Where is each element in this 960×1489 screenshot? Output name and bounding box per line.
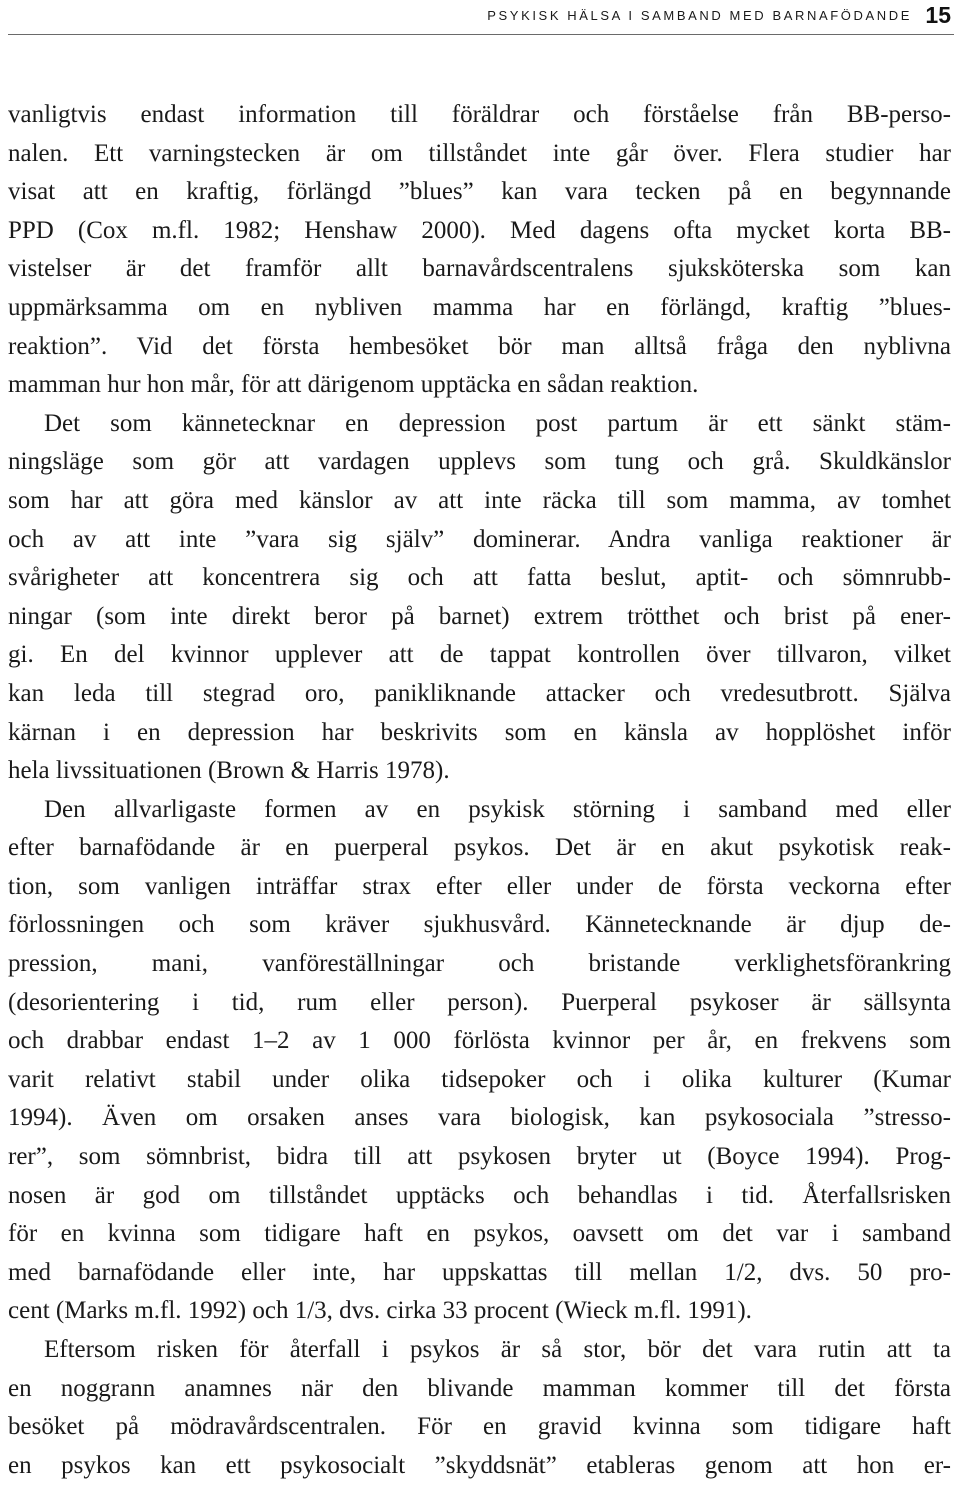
text-line: uppmärksamma om en nybliven mamma har en förlängd, kraftig ”blues- <box>8 293 951 321</box>
text-line: kan leda till stegrad oro, panikliknande attacker och vredesutbrott. Själva <box>8 679 951 707</box>
text-line: och av att inte ”vara sig själv” dominerar. Andra vanliga reaktioner är <box>8 525 951 553</box>
paragraph <box>8 96 951 405</box>
paragraph <box>8 791 951 1331</box>
text-line: visat att en kraftig, förlängd ”blues” kan vara tecken på en begynnande <box>8 178 951 206</box>
text-line: gi. En del kvinnor upplever att de tappat kontrollen över tillvaron, vilket <box>8 641 951 669</box>
text-line: varit relativt stabil under olika tidsepoker och i olika kulturer (Kumar <box>8 1065 951 1093</box>
text-line: en psykos kan ett psykosocialt ”skyddsnät” etableras genom att hon er- <box>8 1451 951 1479</box>
text-line: svårigheter att koncentrera sig och att fatta beslut, aptit- och sömnrubb- <box>8 564 951 592</box>
text-line: Eftersom risken för återfall i psykos är så stor, bör det vara rutin att ta <box>44 1336 951 1363</box>
text-line: för en kvinna som tidigare haft en psykos, oavsett om det var i samband <box>8 1220 951 1248</box>
text-line: vistelser är det framför allt barnavårdscentralens sjuksköterska som kan <box>8 255 951 283</box>
text-line: vanligtvis endast information till föräldrar och förståelse från BB-perso- <box>8 101 951 128</box>
page-number: 15 <box>925 2 951 28</box>
text-line: en noggrann anamnes när den blivande mamman kommer till det första <box>8 1374 951 1402</box>
page-header <box>0 0 960 30</box>
text-line: nalen. Ett varningstecken är om tillståndet inte går över. Flera studier har <box>8 139 951 167</box>
body-text <box>8 96 951 1485</box>
text-line: och drabbar endast 1–2 av 1 000 förlösta kvinnor per år, en frekvens som <box>8 1027 951 1055</box>
text-line: ningsläge som gör att vardagen upplevs som tung och grå. Skuldkänslor <box>8 448 951 476</box>
text-line: hela livssituationen (Brown & Harris 1978). <box>8 757 450 785</box>
text-line: pression, mani, vanföreställningar och bristande verklighetsförankring <box>8 950 951 978</box>
paragraph <box>8 1331 951 1485</box>
text-line: efter barnafödande är en puerperal psykos. Det är en akut psykotisk reak- <box>8 834 951 862</box>
text-line: 1994). Även om orsaken anses vara biologisk, kan psykosociala ”stresso- <box>8 1104 951 1132</box>
text-line: reaktion”. Vid det första hembesöket bör man alltså fråga den nyblivna <box>8 332 951 360</box>
text-line: rer”, som sömnbrist, bidra till att psykosen bryter ut (Boyce 1994). Prog- <box>8 1143 951 1171</box>
text-line: (desorientering i tid, rum eller person). Puerperal psykoser är sällsynta <box>8 988 951 1016</box>
running-head: PSYKISK HÄLSA I SAMBAND MED BARNAFÖDANDE <box>487 8 912 23</box>
text-line: ningar (som inte direkt beror på barnet) extrem trötthet och brist på ener- <box>8 602 951 630</box>
paragraph <box>8 405 951 791</box>
text-line: PPD (Cox m.fl. 1982; Henshaw 2000). Med dagens ofta mycket korta BB- <box>8 216 951 244</box>
text-line: cent (Marks m.fl. 1992) och 1/3, dvs. cirka 33 procent (Wieck m.fl. 1991). <box>8 1297 752 1325</box>
text-line: mamman hur hon mår, för att därigenom upptäcka en sådan reaktion. <box>8 371 699 399</box>
header-rule <box>8 34 954 35</box>
text-line: med barnafödande eller inte, har uppskattas till mellan 1/2, dvs. 50 pro- <box>8 1258 951 1286</box>
text-line: Den allvarligaste formen av en psykisk störning i samband med eller <box>44 795 951 823</box>
text-line: kärnan i en depression har beskrivits som en känsla av hopplöshet inför <box>8 718 951 746</box>
text-line: som har att göra med känslor av att inte räcka till som mamma, av tomhet <box>8 486 951 514</box>
text-line: förlossningen och som kräver sjukhusvård. Kännetecknande är djup de- <box>8 911 951 939</box>
text-line: besöket på mödravårdscentralen. För en gravid kvinna som tidigare haft <box>8 1413 951 1441</box>
text-line: nosen är god om tillståndet upptäcks och behandlas i tid. Återfallsrisken <box>8 1181 951 1209</box>
text-line: Det som kännetecknar en depression post partum är ett sänkt stäm- <box>44 409 951 437</box>
text-line: tion, som vanligen inträffar strax efter eller under de första veckorna efter <box>8 872 951 900</box>
